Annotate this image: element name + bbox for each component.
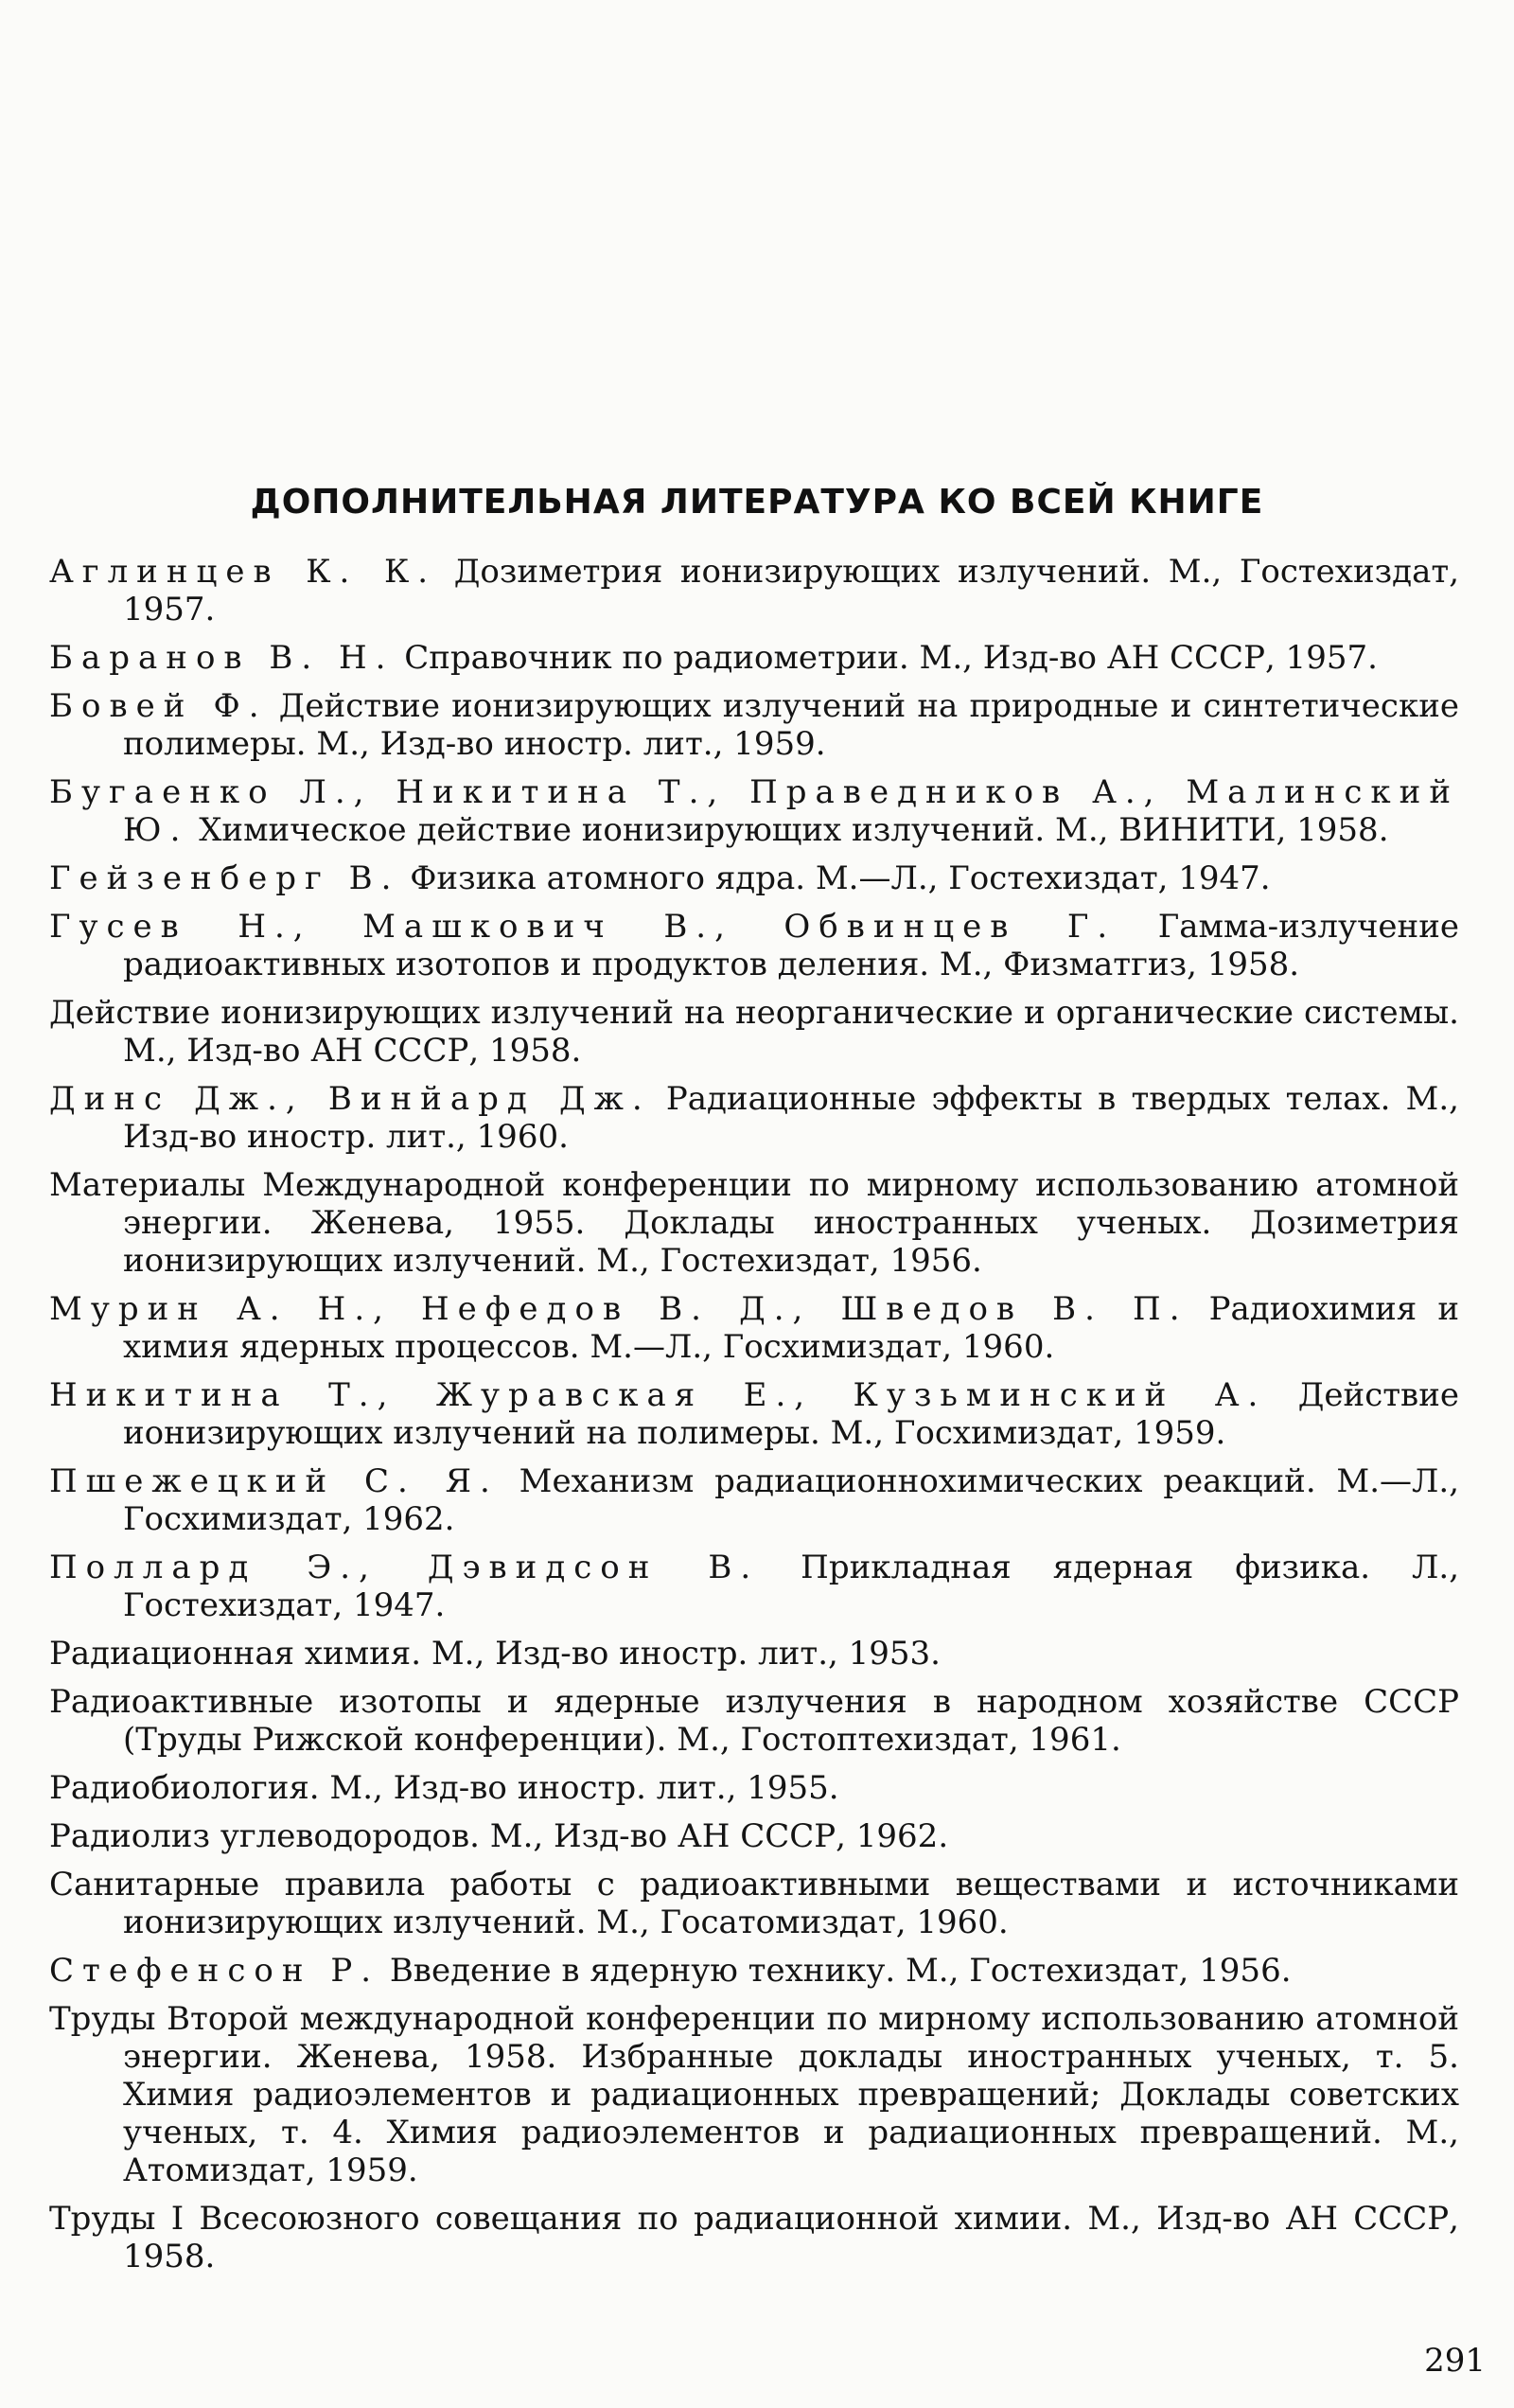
bibliography-entry — [49, 1769, 1459, 1807]
entry-authors: Мурин А. Н., Нефедов В. Д., Шведов В. П. — [49, 1290, 1188, 1328]
bibliography-entry — [49, 908, 1459, 983]
entry-text: Радиационные эффекты в твердых телах. М., Изд-во иностр. лит., 1960. — [123, 1080, 1459, 1156]
page-title: ДОПОЛНИТЕЛЬНАЯ ЛИТЕРАТУРА КО ВСЕЙ КНИГЕ — [250, 483, 1264, 522]
bibliography-entry — [49, 1635, 1459, 1673]
entry-authors: Аглинцев К. К. — [49, 553, 437, 591]
entry-text: Радиобиология. М., Изд-во иностр. лит., 1955. — [49, 1769, 839, 1807]
entry-authors: Гусев Н., Машкович В., Обвинцев Г. — [49, 908, 1117, 946]
bibliography-entry — [49, 1376, 1459, 1452]
bibliography-entry — [49, 1290, 1459, 1366]
entry-authors: Бовей Ф. — [49, 687, 268, 725]
bibliography-entry — [49, 994, 1459, 1070]
entry-text: Действие ионизирующих излучений на природные и синтетические полимеры. М., Изд-во иностр. лит., 1959. — [123, 687, 1459, 763]
bibliography-entry — [49, 2200, 1459, 2275]
entry-text: Действие ионизирующих излучений на полимеры. М., Госхимиздат, 1959. — [123, 1376, 1459, 1452]
entry-text: Химическое действие ионизирующих излучений. М., ВИНИТИ, 1958. — [188, 811, 1389, 849]
bibliography-entry — [49, 1549, 1459, 1624]
bibliography-entry — [49, 1462, 1459, 1538]
entry-text: Материалы Международной конференции по мирному использованию атомной энергии. Женева, 1955. Доклады иностранных ученых. Дозиметрия ионизирующих излучений. М., Гостехиздат, 1956. — [49, 1166, 1459, 1280]
entry-text: Радиохимия и химия ядерных процессов. М.—Л., Госхимиздат, 1960. — [123, 1290, 1459, 1366]
entry-authors: Баранов В. Н. — [49, 639, 395, 677]
entry-authors: Никитина Т., Журавская Е., Кузьминский А. — [49, 1376, 1267, 1414]
entry-text: Введение в ядерную технику. М., Гостехиздат, 1956. — [379, 1952, 1292, 1990]
bibliography-entry — [49, 1080, 1459, 1156]
bibliography-entry — [49, 2000, 1459, 2189]
entry-text: Труды Второй международной конференции по мирному использованию атомной энергии. Женева, 1958. Избранные доклады иностранных ученых, т. 5. Химия радиоэлементов и радиационных превращений; Доклады советских ученых, т. 4. Химия радиоэлементов и радиационных превращений. М., Атомиздат, 1959. — [49, 2000, 1459, 2189]
bibliography-entry — [49, 1817, 1459, 1855]
page-number: 291 — [1424, 2342, 1486, 2380]
bibliography-list — [49, 553, 1459, 2286]
entry-text: Справочник по радиометрии. М., Изд-во АН СССР, 1957. — [394, 639, 1378, 677]
bibliography-entry — [49, 553, 1459, 629]
entry-text: Действие ионизирующих излучений на неорганические и органические системы. М., Изд-во АН СССР, 1958. — [49, 994, 1459, 1070]
entry-text: Дозиметрия ионизирующих излучений. М., Гостехиздат, 1957. — [123, 553, 1459, 629]
entry-text: Санитарные правила работы с радиоактивными веществами и источниками ионизирующих излучений. М., Госатомиздат, 1960. — [49, 1866, 1459, 1941]
entry-text: Радиолиз углеводородов. М., Изд-во АН СССР, 1962. — [49, 1817, 949, 1855]
entry-authors: Поллард Э., Дэвидсон В. — [49, 1549, 760, 1586]
entry-authors: Бугаенко Л., Никитина Т., Праведников А., Малинский Ю. — [49, 773, 1459, 849]
entry-text: Радиационная химия. М., Изд-во иностр. лит., 1953. — [49, 1635, 941, 1673]
entry-text: Радиоактивные изотопы и ядерные излучения в народном хозяйстве СССР (Труды Рижской конференции). М., Гостоптехиздат, 1961. — [49, 1683, 1459, 1759]
entry-authors: Пшежецкий С. Я. — [49, 1462, 499, 1500]
entry-text: Гамма-излучение радиоактивных изотопов и продуктов деления. М., Физматгиз, 1958. — [123, 908, 1459, 983]
bibliography-entry — [49, 1166, 1459, 1280]
bibliography-entry — [49, 687, 1459, 763]
entry-authors: Гейзенберг В. — [49, 859, 400, 897]
entry-authors: Динс Дж., Винйард Дж. — [49, 1080, 651, 1118]
entry-text: Прикладная ядерная физика. Л., Гостехиздат, 1947. — [123, 1549, 1460, 1624]
entry-text: Механизм радиационнохимических реакций. М.—Л., Госхимиздат, 1962. — [123, 1462, 1460, 1538]
bibliography-entry — [49, 1683, 1459, 1759]
entry-text: Труды I Всесоюзного совещания по радиационной химии. М., Изд-во АН СССР, 1958. — [49, 2200, 1459, 2275]
bibliography-entry — [49, 773, 1459, 849]
entry-text: Физика атомного ядра. М.—Л., Гостехиздат, 1947. — [399, 859, 1271, 897]
bibliography-entry — [49, 639, 1459, 677]
entry-authors: Стефенсон Р. — [49, 1952, 380, 1990]
bibliography-entry — [49, 1952, 1459, 1990]
bibliography-entry — [49, 1866, 1459, 1941]
bibliography-entry — [49, 859, 1459, 897]
